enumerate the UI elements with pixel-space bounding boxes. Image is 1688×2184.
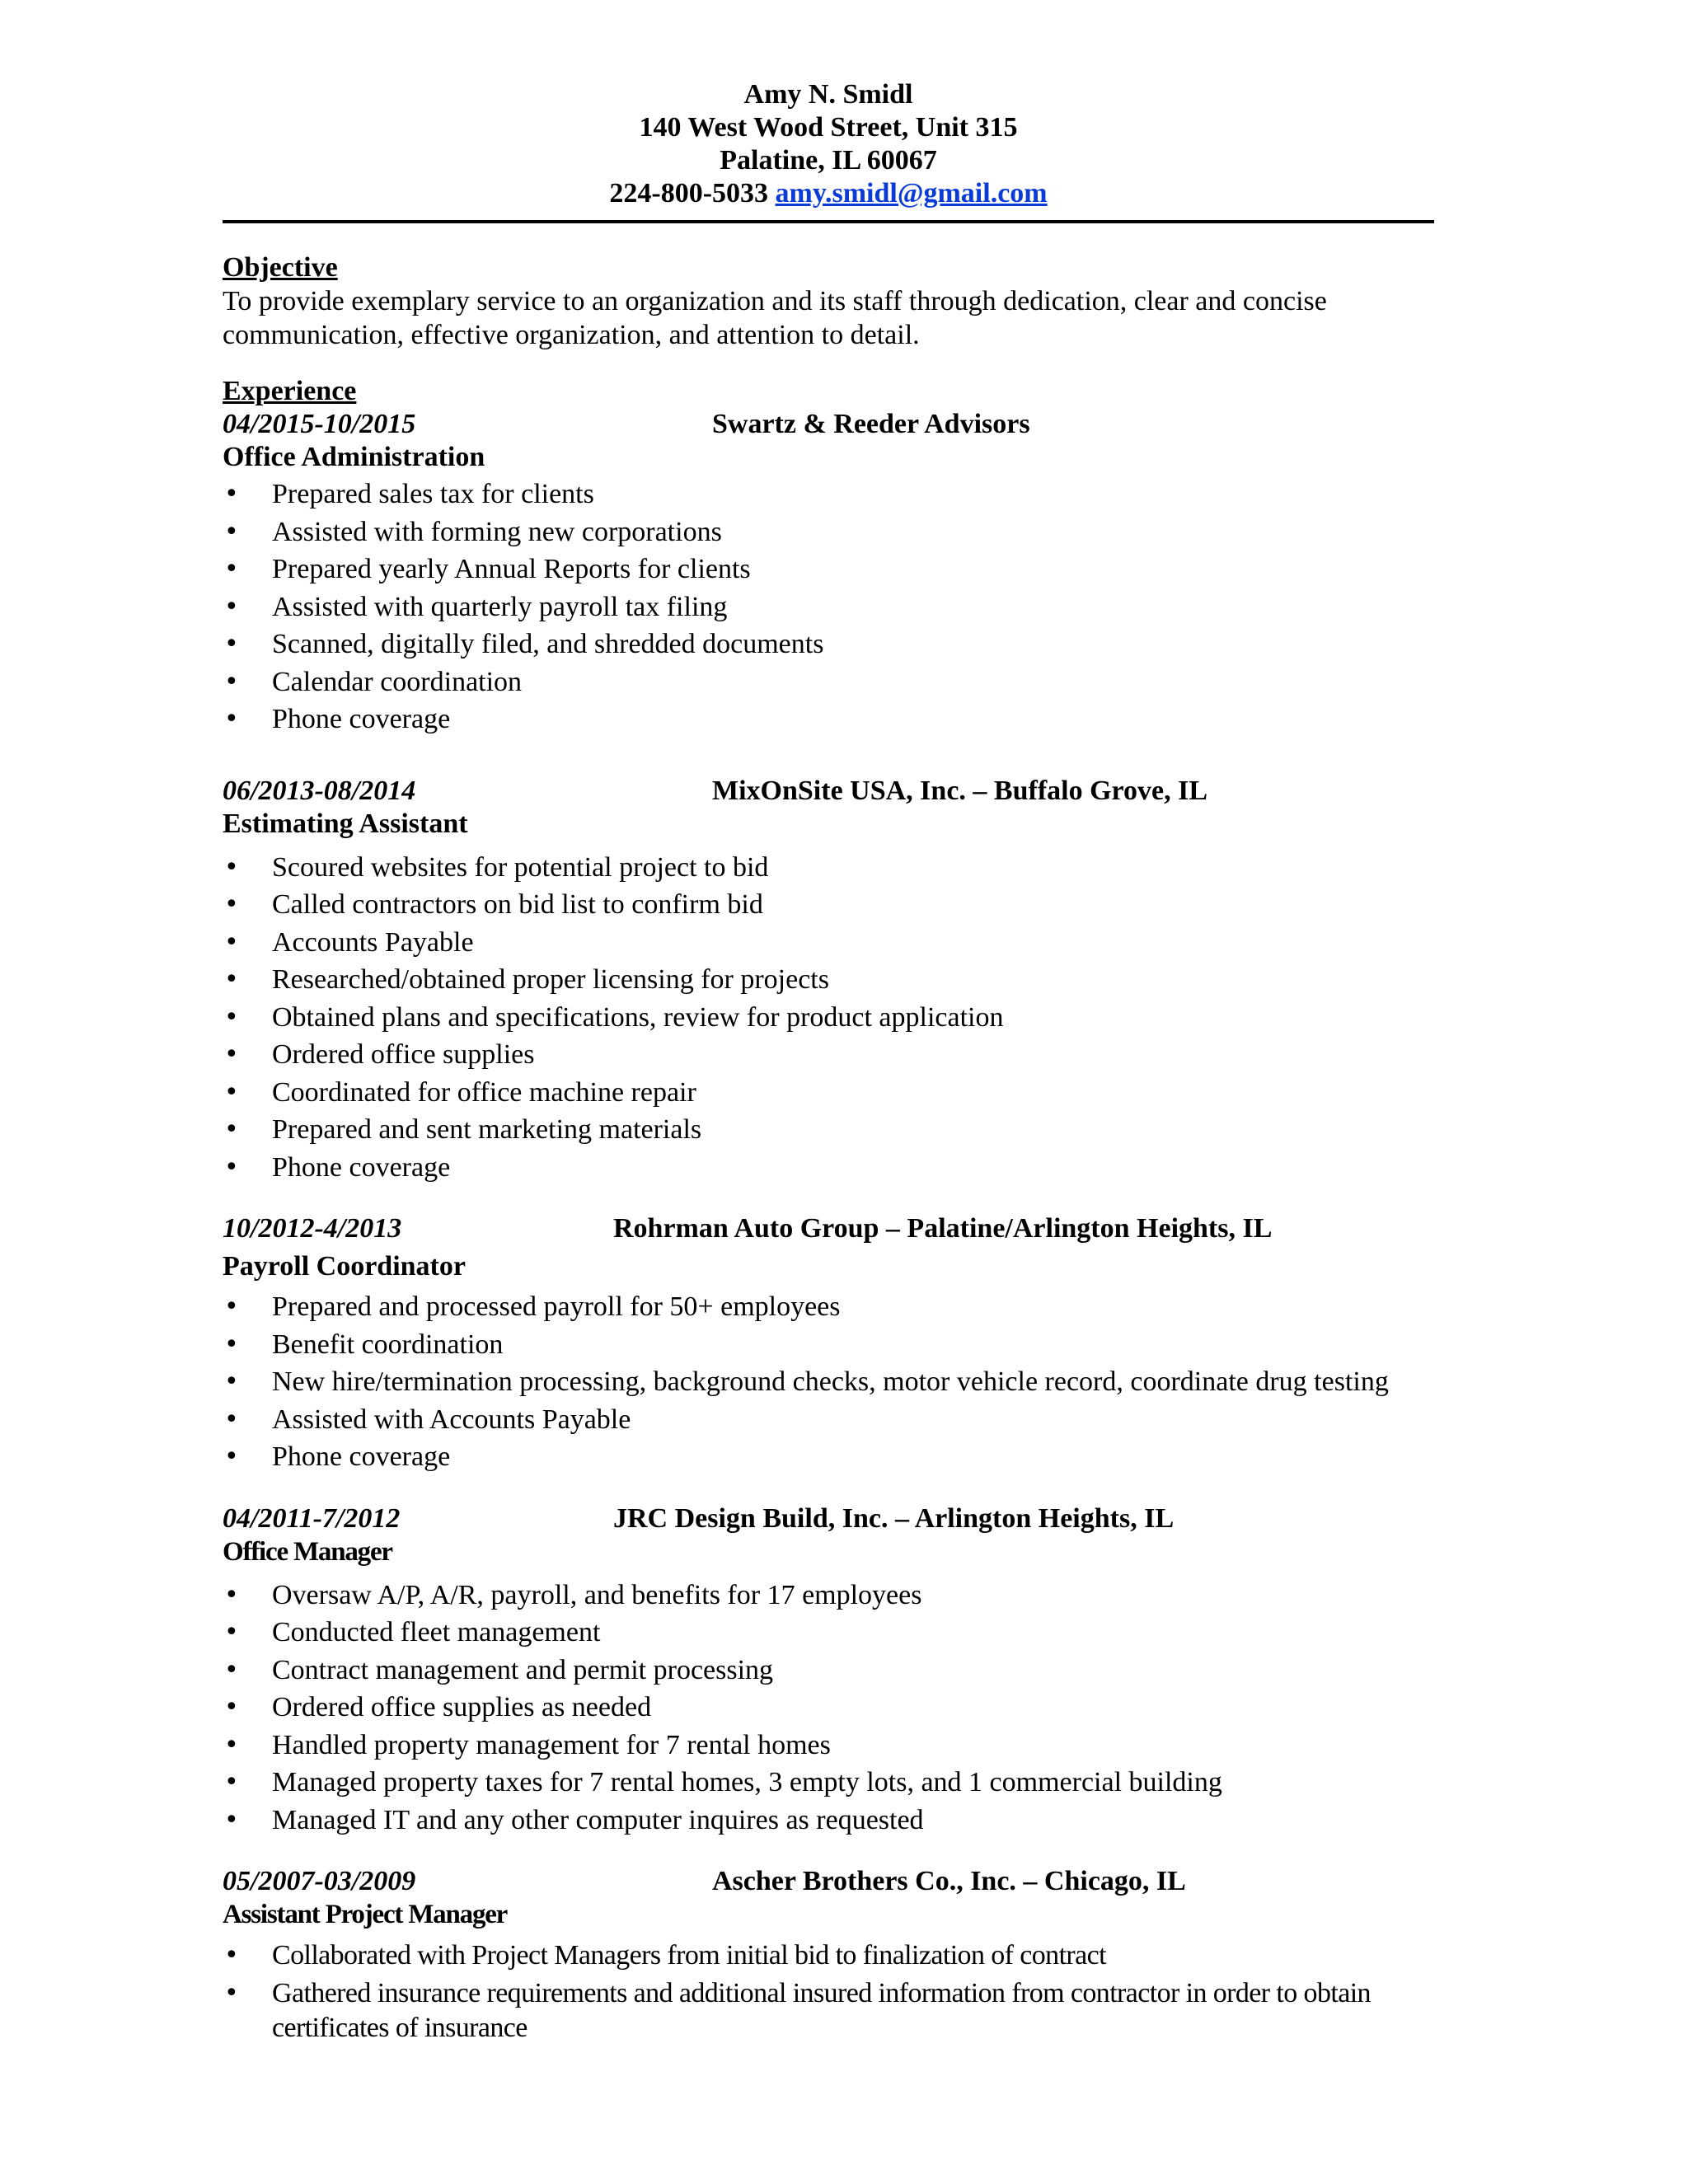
header-divider	[223, 220, 1434, 223]
objective-text: To provide exemplary service to an organization and its staff through dedication, clear and concise communication, effective organization, and attention to detail.	[223, 286, 1327, 350]
list-item: • Gathered insurance requirements and additional insured information from contractor in order to obtain certificates of insurance	[223, 1976, 1434, 2046]
list-item: • Contract management and permit processing	[223, 1652, 1434, 1690]
list-item: • Prepared and sent marketing materials	[223, 1111, 1434, 1149]
phone-email-line	[223, 177, 1434, 210]
address-line-2: Palatine, IL 60067	[720, 145, 937, 176]
list-item: • Conducted fleet management	[223, 1614, 1434, 1652]
list-item: • Called contractors on bid list to confirm bid	[223, 886, 1434, 924]
list-item: • Handled property management for 7 rental homes	[223, 1727, 1434, 1765]
list-item: • Accounts Payable	[223, 924, 1434, 962]
job-duties	[223, 476, 1434, 738]
job-dates: 05/2007-03/2009	[223, 1866, 416, 1896]
list-item: • Assisted with forming new corporations	[223, 513, 1434, 551]
job-company: Ascher Brothers Co., Inc. – Chicago, IL	[712, 1866, 1186, 1896]
job-entry	[223, 408, 1434, 738]
list-item: • Prepared sales tax for clients	[223, 476, 1434, 513]
list-item: • Phone coverage	[223, 701, 1434, 738]
list-item: • Prepared and processed payroll for 50+ employees	[223, 1288, 1434, 1326]
job-dates: 04/2015-10/2015	[223, 409, 416, 439]
job-dates: 06/2013-08/2014	[223, 775, 416, 806]
list-item: • Oversaw A/P, A/R, payroll, and benefits for 17 employees	[223, 1577, 1434, 1615]
job-title: Office Administration	[223, 442, 485, 472]
list-item: • Assisted with quarterly payroll tax filing	[223, 588, 1434, 626]
job-title: Assistant Project Manager	[223, 1900, 508, 1929]
job-title: Office Manager	[223, 1536, 392, 1567]
contact-header	[223, 78, 1434, 210]
job-header	[223, 1502, 1434, 1535]
job-title: Payroll Coordinator	[223, 1251, 466, 1282]
list-item: • Scanned, digitally filed, and shredded documents	[223, 626, 1434, 663]
experience-list	[223, 408, 1434, 2046]
job-duties	[223, 1939, 1434, 2046]
list-item: • Collaborated with Project Managers from initial bid to finalization of contract	[223, 1939, 1434, 1972]
applicant-name: Amy N. Smidl	[743, 79, 913, 110]
list-item: • Benefit coordination	[223, 1326, 1434, 1364]
job-header	[223, 1212, 1434, 1245]
job-dates: 04/2011-7/2012	[223, 1502, 401, 1534]
job-entry	[223, 775, 1434, 1187]
job-entry	[223, 1502, 1434, 1840]
list-item: • Ordered office supplies	[223, 1036, 1434, 1074]
list-item: • Assisted with Accounts Payable	[223, 1401, 1434, 1439]
job-duties	[223, 849, 1434, 1187]
objective-heading: Objective	[223, 252, 338, 283]
resume-page	[223, 78, 1434, 2050]
list-item: • Researched/obtained proper licensing for projects	[223, 961, 1434, 999]
job-entry	[223, 1865, 1434, 2046]
job-title: Estimating Assistant	[223, 808, 468, 839]
job-entry	[223, 1212, 1434, 1476]
email-link[interactable]: amy.smidl@gmail.com	[775, 178, 1048, 209]
job-company: MixOnSite USA, Inc. – Buffalo Grove, IL	[712, 775, 1208, 806]
list-item: • Prepared yearly Annual Reports for clients	[223, 551, 1434, 588]
job-header	[223, 775, 1434, 808]
job-duties	[223, 1577, 1434, 1840]
list-item: • Calendar coordination	[223, 663, 1434, 701]
list-item: • Managed IT and any other computer inquires as requested	[223, 1802, 1434, 1840]
list-item: • Phone coverage	[223, 1438, 1434, 1476]
list-item: • Phone coverage	[223, 1149, 1434, 1187]
job-header	[223, 1865, 1434, 1898]
job-duties	[223, 1288, 1434, 1476]
job-company: Rohrman Auto Group – Palatine/Arlington Heights, IL	[613, 1213, 1273, 1244]
list-item: • Managed property taxes for 7 rental homes, 3 empty lots, and 1 commercial building	[223, 1764, 1434, 1802]
experience-heading: Experience	[223, 376, 357, 406]
job-company: JRC Design Build, Inc. – Arlington Heights, IL	[613, 1502, 1175, 1534]
list-item: • New hire/termination processing, background checks, motor vehicle record, coordinate drug testing	[223, 1363, 1434, 1401]
list-item: • Obtained plans and specifications, review for product application	[223, 999, 1434, 1037]
job-company: Swartz & Reeder Advisors	[712, 409, 1030, 439]
address-line-1: 140 West Wood Street, Unit 315	[639, 112, 1018, 143]
list-item: • Ordered office supplies as needed	[223, 1689, 1434, 1727]
job-dates: 10/2012-4/2013	[223, 1213, 402, 1244]
job-header	[223, 408, 1434, 441]
list-item: • Coordinated for office machine repair	[223, 1074, 1434, 1112]
list-item: • Scoured websites for potential project to bid	[223, 849, 1434, 887]
phone-number: 224-800-5033	[609, 178, 769, 209]
